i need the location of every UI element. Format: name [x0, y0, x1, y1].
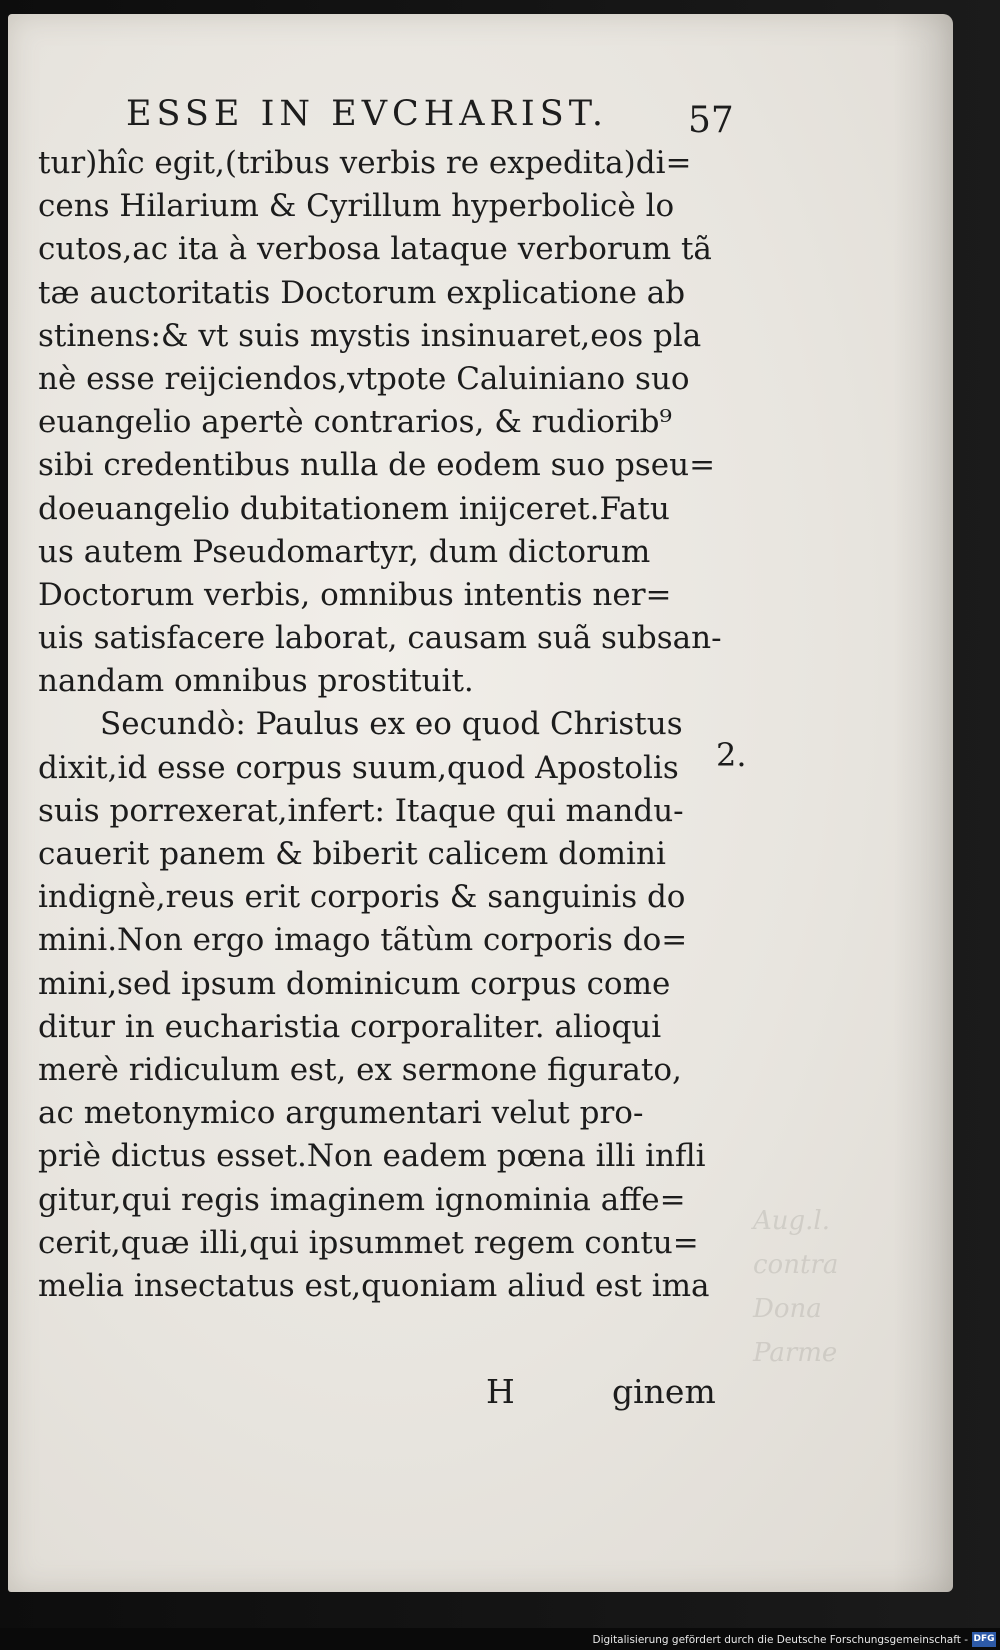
page-edge-shadow	[893, 14, 953, 1592]
text-line: tæ auctoritatis Doctorum explicatione ab	[38, 274, 686, 311]
text-line: cens Hilarium & Cyrillum hyperbolicè lo	[38, 188, 675, 225]
running-head: ESSE IN EVCHARIST.	[126, 94, 609, 134]
bleed-through-line: Parme	[753, 1338, 838, 1368]
digitization-credit: Digitalisierung gefördert durch die Deutsche Forschungsgemeinschaft -	[592, 1634, 968, 1646]
text-line: nè esse reijciendos,vtpote Caluiniano suo	[38, 360, 690, 397]
bleed-through-line: Dona	[753, 1294, 822, 1324]
text-line: euangelio apertè contrarios, & rudiorib⁹	[38, 404, 672, 441]
body-text	[38, 142, 738, 1308]
text-line: cerit,quæ illi,qui ipsummet regem contu=	[38, 1224, 699, 1261]
signature-mark: H	[486, 1372, 515, 1411]
bleed-through-line: contra	[753, 1250, 839, 1280]
text-line: cutos,ac ita à verbosa lataque verborum tã	[38, 231, 712, 268]
text-line-paragraph-start: Secundò: Paulus ex eo quod Christus	[100, 706, 683, 743]
text-line: mini.Non ergo imago tãtùm corporis do=	[38, 922, 688, 959]
text-line: merè ridiculum est, ex sermone figurato,	[38, 1051, 682, 1088]
text-line: doeuangelio dubitationem inijceret.Fatu	[38, 490, 670, 527]
text-line: uis satisfacere laborat, causam suã subsan-	[38, 620, 722, 657]
margin-note: 2.	[716, 736, 747, 774]
dfg-logo: DFG	[972, 1632, 996, 1647]
text-line: cauerit panem & biberit calicem domini	[38, 836, 666, 872]
text-line: ditur in eucharistia corporaliter. alioqui	[38, 1008, 662, 1045]
text-line: Doctorum verbis, omnibus intentis ner=	[38, 576, 672, 613]
text-line: gitur,qui regis imaginem ignominia affe=	[38, 1181, 686, 1218]
text-line: melia insectatus est,quoniam aliud est ima	[38, 1267, 710, 1304]
book-page	[8, 14, 953, 1592]
text-line: mini,sed ipsum dominicum corpus come	[38, 965, 671, 1002]
text-line: priè dictus esset.Non eadem pœna illi infli	[38, 1138, 706, 1175]
text-line: suis porrexerat,infert: Itaque qui mandu-	[38, 792, 684, 829]
text-line: stinens:& vt suis mystis insinuaret,eos pla	[38, 317, 702, 354]
text-line: tur)hîc egit,(tribus verbis re expedita)di=	[38, 145, 692, 181]
text-line: indignè,reus erit corporis & sanguinis do	[38, 879, 686, 916]
digitization-footer	[0, 1628, 1000, 1650]
text-line: dixit,id esse corpus suum,quod Apostolis	[38, 749, 679, 786]
text-line: ac metonymico argumentari velut pro-	[38, 1095, 644, 1132]
text-line: nandam omnibus prostituit.	[38, 663, 474, 700]
bleed-through-line: Aug.l.	[753, 1206, 831, 1236]
text-line: us autem Pseudomartyr, dum dictorum	[38, 533, 651, 570]
bleed-through-text	[753, 1199, 838, 1375]
page-number: 57	[688, 100, 734, 141]
text-line: sibi credentibus nulla de eodem suo pseu=	[38, 447, 716, 484]
catchword: ginem	[612, 1372, 716, 1411]
